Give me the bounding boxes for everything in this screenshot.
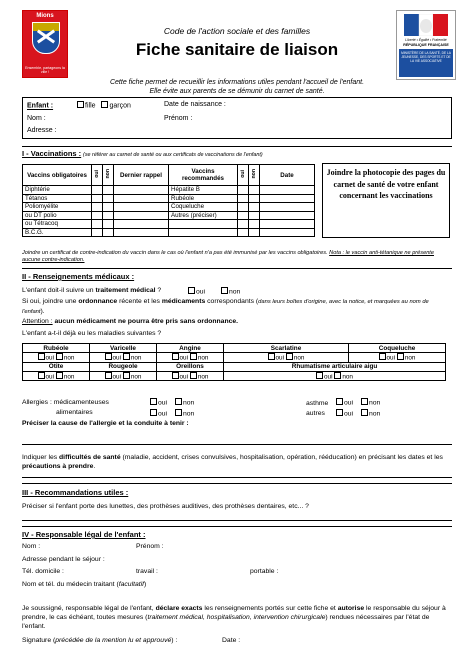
signature-label: Signature (précédée de la mention lu et approuvé) : (22, 637, 178, 644)
intro-line-1: Cette fiche permet de recueillir les informations utiles pendant l'accueil de l'enfant. (109, 79, 365, 86)
maladie-label: Oreillons (157, 362, 224, 371)
child-label: Enfant : (27, 102, 54, 110)
document-code: Code de l'action sociale et des familles (163, 26, 311, 36)
maladie-label: Rougeole (90, 362, 157, 371)
intro-line-2: Elle évite aux parents de se démunir du carnet de santé. (149, 87, 325, 95)
vaccinations-note: (se référer au carnet de santé ou aux certificats de vaccinations de l'enfant) (83, 152, 263, 158)
resp-adresse: Adresse pendant le séjour : (22, 556, 105, 563)
maladie-label: Rhumatisme articulaire aigu (224, 362, 446, 371)
vaccines-table (22, 164, 315, 237)
asthme-autres: asthme oui non autres oui non (306, 399, 381, 417)
fille-label: fille (85, 102, 96, 110)
difficultes-sante: Indiquer les difficultés de santé (maladie, accident, crises convulsives, hospitalisation, opération, rééducation) en précisant les dates et les précautions à prendre. (22, 454, 443, 470)
maladies-question: L'enfant a-t-il déjà eu les maladies suivantes ? (22, 330, 162, 337)
garcon-checkbox[interactable] (101, 101, 108, 108)
responsable-heading: IV - Responsable légal de l'enfant : (22, 530, 146, 539)
logo-tagline: Ensemble, partageons la ville ! (25, 66, 65, 74)
col-oui-2: oui (238, 165, 249, 186)
maladie-label: Varicelle (90, 344, 157, 353)
section-divider (22, 146, 452, 147)
logo-city: Mions (36, 13, 54, 19)
answer-line[interactable] (22, 477, 452, 478)
resp-nom: Nom : (22, 543, 41, 550)
ordonnance-instruction: Si oui, joindre une ordonnance récente et les médicaments correspondants (dans leurs boîtes d'origine, avec la notice, et marquées au nom de l'enfant). (22, 298, 429, 315)
logo-motto: Liberté • Égalité • Fraternité (405, 38, 447, 42)
traitement-question: L'enfant doit-il suivre un traitement médical ? (22, 287, 162, 294)
recommandations-heading: III - Recommandations utiles : (22, 488, 129, 497)
table-row: Poliomyélite Coqueluche (23, 203, 315, 212)
attention-text: Attention : aucun médicament ne pourra être pris sans ordonnance. (22, 318, 239, 325)
child-row-1 (27, 101, 131, 110)
vaccinations-title: I - Vaccinations : (22, 149, 82, 158)
child-prenom-label: Prénom : (164, 115, 193, 122)
garcon-label: garçon (109, 102, 131, 110)
maladie-label: Scarlatine (224, 344, 349, 353)
section-divider (22, 268, 452, 269)
resp-tel-domicile: Tél. domicile : (22, 568, 64, 575)
logo-republic: RÉPUBLIQUE FRANÇAISE (403, 43, 449, 47)
vaccine-note: Joindre un certificat de contre-indication du vaccin dans le cas où l'enfant n'a pas été immunisé par les vaccins obligatoires. Nota : le vaccin anti-tétanique ne présente aucune contre-indication. (22, 250, 434, 263)
maladie-label: Otite (23, 362, 90, 371)
table-row: ou Tétracoq (23, 220, 315, 229)
allergies-choices: oui non oui non (150, 398, 194, 419)
resp-medecin: Nom et tél. du médecin traitant (facultatif) (22, 581, 147, 588)
table-row: Diphtérie Hépatite B (23, 186, 315, 195)
maladie-label: Angine (157, 344, 224, 353)
resp-prenom: Prénom : (136, 543, 164, 550)
traitement-non-checkbox[interactable] (221, 287, 228, 294)
col-dernier: Dernier rappel (114, 165, 169, 186)
col-non: non (103, 165, 114, 186)
section-divider (22, 526, 452, 527)
answer-line[interactable] (22, 520, 452, 521)
child-nom-label: Nom : (27, 115, 46, 122)
traitement-choices: oui non (188, 287, 240, 296)
allergies-block: Allergies : médicamenteuses alimentaires (22, 399, 109, 416)
intro-text (0, 79, 474, 96)
col-date: Date (260, 165, 315, 186)
fille-checkbox[interactable] (77, 101, 84, 108)
maladie-label: Rubéole (23, 344, 90, 353)
col-vaccins: Vaccins obligatoires (23, 165, 92, 186)
child-adresse-label: Adresse : (27, 127, 57, 134)
date-label: Date : (222, 637, 241, 644)
page-title: Fiche sanitaire de liaison (135, 40, 339, 59)
birth-date-label: Date de naissance : (164, 101, 226, 108)
section-divider (22, 483, 452, 484)
logo-ministry: MINISTÈRE DE LA SANTÉ, DE LA JEUNESSE, DES SPORTS ET DE LA VIE ASSOCIATIVE (399, 49, 453, 77)
resp-tel-travail: travail : (136, 568, 158, 575)
answer-line[interactable] (22, 444, 452, 445)
medical-heading: II - Renseignements médicaux : (22, 272, 135, 281)
maladie-label: Coqueluche (349, 344, 446, 353)
declaration-text: Je soussigné, responsable légal de l'enfant, déclare exacts les renseignements portés sur cette fiche et autorise le responsable du séjour à prendre, le cas échéant, toutes mesures (traitement médical, hospitalisation, intervention chirurgicale) rendues nécessaires par l'état de l'enfant. (22, 605, 446, 630)
col-recommandes: Vaccins recommandés (169, 165, 238, 186)
table-row: B.C.G. (23, 228, 315, 237)
maladies-table: Rubéole Varicelle Angine Scarlatine Coqueluche oui non oui non oui non oui non oui non Otite Rougeole Oreillons Rhumatisme articulaire aigu oui non oui non oui non oui non (22, 343, 446, 381)
preciser-allergie: Préciser la cause de l'allergie et la conduite à tenir : (22, 420, 189, 427)
joindre-photocopie-box: Joindre la photocopie des pages du carnet de santé de votre enfant concernant les vaccinations (322, 163, 450, 238)
resp-tel-portable: portable : (250, 568, 279, 575)
col-oui: oui (92, 165, 103, 186)
vaccinations-heading (22, 149, 263, 158)
col-non-2: non (249, 165, 260, 186)
table-row: Tétanos Rubéole (23, 194, 315, 203)
table-row: ou DT polio Autres (préciser) (23, 211, 315, 220)
traitement-oui-checkbox[interactable] (188, 287, 195, 294)
recommandations-text: Préciser si l'enfant porte des lunettes, des prothèses auditives, des prothèses dentaires, etc... ? (22, 503, 309, 510)
